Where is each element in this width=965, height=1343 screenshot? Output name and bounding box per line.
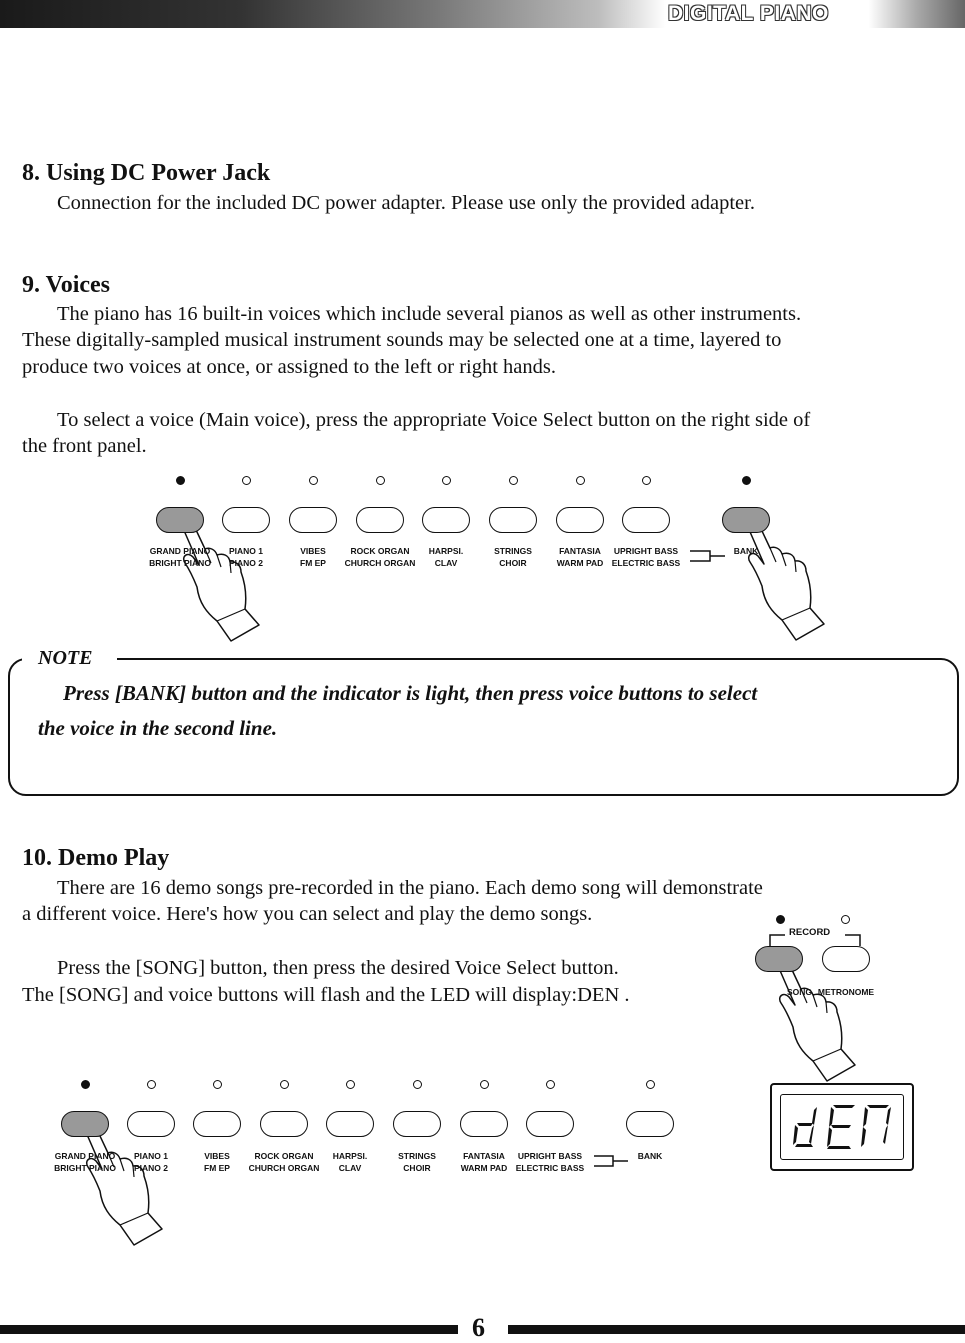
voice-label-line2: CLAV xyxy=(338,1163,362,1173)
voice-label-line2: ELECTRIC BASS xyxy=(611,558,681,568)
voice-label-line1: ROCK ORGAN xyxy=(350,546,410,556)
voice-label-line2: CLAV xyxy=(434,558,458,568)
voice-label-line2: CHURCH ORGAN xyxy=(248,1163,320,1173)
page-number: 6 xyxy=(472,1313,485,1342)
led-display-digits xyxy=(781,1095,902,1158)
voice-select-button[interactable] xyxy=(193,1111,241,1137)
voice-label-line2: BRIGHT PIANO xyxy=(149,558,211,568)
voice-label-line1: HARPSI. xyxy=(428,546,464,556)
demo-text-line: a different voice. Here's how you can select and play the demo songs. xyxy=(22,903,593,925)
voice-led xyxy=(176,476,185,485)
demo-text-line: Press the [SONG] button, then press the desired Voice Select button. xyxy=(57,957,619,979)
voice-label-line1: FANTASIA xyxy=(463,1151,505,1161)
song-led xyxy=(776,915,785,924)
voice-label-line1: GRAND PIANO xyxy=(54,1151,116,1161)
voices-text-line: the front panel. xyxy=(22,435,147,457)
header-title: DIGITAL PIANO xyxy=(668,2,829,25)
note-text-line: Press [BANK] button and the indicator is light, then press voice buttons to select xyxy=(63,681,758,705)
voice-led xyxy=(442,476,451,485)
voice-select-button[interactable] xyxy=(393,1111,441,1137)
heading-dc-power: 8. Using DC Power Jack xyxy=(22,160,271,186)
voice-label-line1: HARPSI. xyxy=(332,1151,368,1161)
voice-led xyxy=(413,1080,422,1089)
voice-label-line2: CHURCH ORGAN xyxy=(344,558,416,568)
voice-label-line1: FANTASIA xyxy=(559,546,601,556)
voice-led xyxy=(309,476,318,485)
voice-select-button[interactable] xyxy=(422,507,470,533)
record-label: RECORD xyxy=(789,927,831,938)
dc-text-line: Connection for the included DC power adapter. Please use only the provided adapter. xyxy=(57,192,755,214)
voice-led xyxy=(480,1080,489,1089)
voice-led xyxy=(81,1080,90,1089)
voice-label-line1: GRAND PIANO xyxy=(149,546,211,556)
voice-led xyxy=(646,1080,655,1089)
voice-label-line1: UPRIGHT BASS xyxy=(517,1151,583,1161)
voice-select-button[interactable] xyxy=(460,1111,508,1137)
voice-led xyxy=(376,476,385,485)
voices-text-line: The piano has 16 built-in voices which include several pianos as well as other instruments. xyxy=(57,303,802,325)
voice-label-line1: PIANO 1 xyxy=(228,546,263,556)
heading-demo-play: 10. Demo Play xyxy=(22,845,170,871)
metronome-led xyxy=(841,915,850,924)
voices-text-line: produce two voices at once, or assigned to the left or right hands. xyxy=(22,356,556,378)
voice-label-line1: BANK xyxy=(637,1151,663,1161)
voice-label-line1: PIANO 1 xyxy=(133,1151,168,1161)
song-label: SONG xyxy=(786,987,812,997)
demo-text-line: The [SONG] and voice buttons will flash and the LED will display:DEN . xyxy=(22,984,630,1006)
voice-label-line1: STRINGS xyxy=(494,546,532,556)
voice-label-line2: FM EP xyxy=(300,558,326,568)
voice-label-line1: UPRIGHT BASS xyxy=(613,546,679,556)
voice-select-button[interactable] xyxy=(526,1111,574,1137)
metronome-button[interactable] xyxy=(822,946,870,972)
voice-led xyxy=(147,1080,156,1089)
voice-select-button[interactable] xyxy=(722,507,770,533)
voice-label-line2: PIANO 2 xyxy=(133,1163,168,1173)
voice-label-line1: VIBES xyxy=(204,1151,230,1161)
voice-led xyxy=(213,1080,222,1089)
voice-led xyxy=(742,476,751,485)
voice-label-line1: BANK xyxy=(733,546,759,556)
voice-led xyxy=(642,476,651,485)
voice-select-button[interactable] xyxy=(556,507,604,533)
metronome-label: METRONOME xyxy=(817,987,875,997)
voice-select-button[interactable] xyxy=(61,1111,109,1137)
voice-label xyxy=(500,1150,600,1174)
voice-led xyxy=(346,1080,355,1089)
voice-select-button[interactable] xyxy=(622,507,670,533)
voice-select-button[interactable] xyxy=(626,1111,674,1137)
voice-select-button[interactable] xyxy=(260,1111,308,1137)
note-text-line: the voice in the second line. xyxy=(38,716,278,740)
voice-select-button[interactable] xyxy=(156,507,204,533)
voices-text-line: These digitally-sampled musical instrument sounds may be selected one at a time, layered to xyxy=(22,329,782,351)
voice-select-button[interactable] xyxy=(489,507,537,533)
voice-label-line2: BRIGHT PIANO xyxy=(54,1163,116,1173)
footer-bar-right xyxy=(508,1325,965,1334)
voice-label xyxy=(596,545,696,569)
heading-voices: 9. Voices xyxy=(22,272,111,298)
led-display xyxy=(770,1083,914,1171)
voice-label-line1: STRINGS xyxy=(398,1151,436,1161)
song-button[interactable] xyxy=(755,946,803,972)
voice-label-line2: WARM PAD xyxy=(556,558,604,568)
voice-label-line2: FM EP xyxy=(204,1163,230,1173)
voice-led xyxy=(576,476,585,485)
voice-label-line1: ROCK ORGAN xyxy=(254,1151,314,1161)
led-display-window xyxy=(780,1094,904,1160)
voice-select-button[interactable] xyxy=(356,507,404,533)
voice-label xyxy=(696,545,796,557)
voice-led xyxy=(509,476,518,485)
voice-label-line2: PIANO 2 xyxy=(228,558,263,568)
voice-label-line2: ELECTRIC BASS xyxy=(515,1163,585,1173)
voice-label-line2: CHOIR xyxy=(403,1163,431,1173)
demo-text-line: There are 16 demo songs pre-recorded in the piano. Each demo song will demonstrate xyxy=(57,877,763,899)
note-label: NOTE xyxy=(38,647,93,669)
voice-label-line2: WARM PAD xyxy=(460,1163,508,1173)
voice-label xyxy=(600,1150,700,1162)
voice-led xyxy=(546,1080,555,1089)
voice-select-button[interactable] xyxy=(289,507,337,533)
voice-select-button[interactable] xyxy=(127,1111,175,1137)
voice-led xyxy=(280,1080,289,1089)
voice-led xyxy=(242,476,251,485)
voice-label-line1: VIBES xyxy=(300,546,326,556)
voices-text-line: To select a voice (Main voice), press the appropriate Voice Select button on the right side of xyxy=(57,409,811,431)
voice-select-button[interactable] xyxy=(222,507,270,533)
voice-select-button[interactable] xyxy=(326,1111,374,1137)
footer-bar-left xyxy=(0,1325,458,1334)
voice-label-line2: CHOIR xyxy=(499,558,527,568)
